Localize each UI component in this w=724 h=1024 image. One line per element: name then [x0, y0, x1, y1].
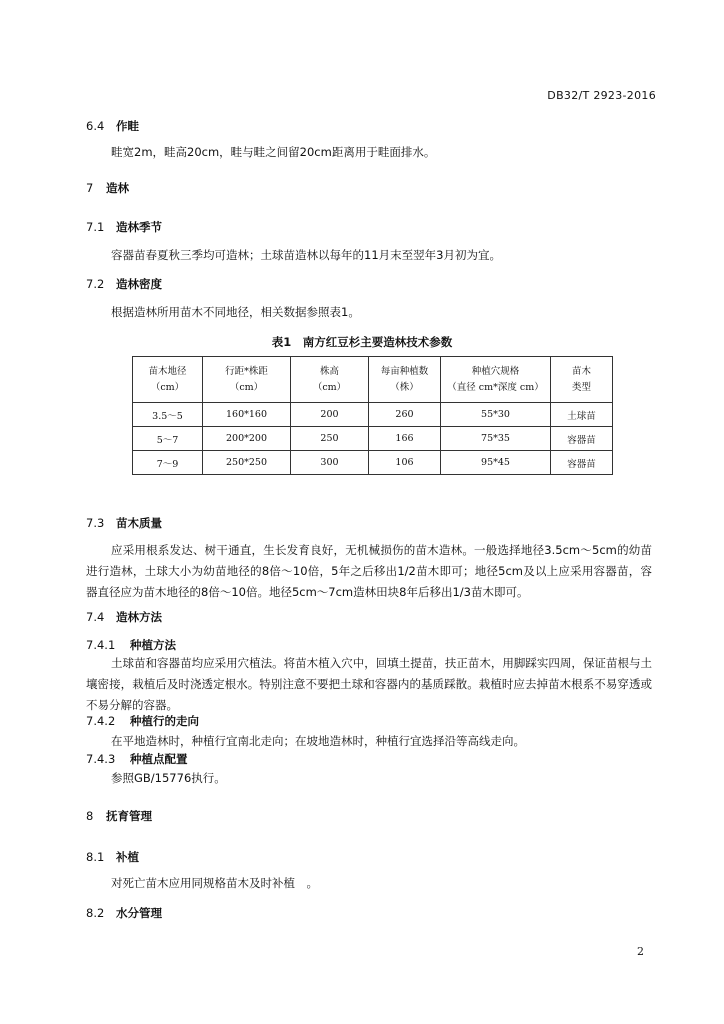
table-header-cell: 苗木 类型	[551, 357, 613, 403]
section-number: 8.1	[86, 850, 105, 864]
table-cell: 250*250	[203, 451, 291, 475]
table-cell: 300	[291, 451, 369, 475]
table-cell: 200	[291, 403, 369, 427]
section-number: 7	[86, 181, 94, 195]
table-cell: 166	[369, 427, 441, 451]
section-7-3-body: 应采用根系发达、树干通直，生长发育良好，无机械损伤的苗木造林。一般选择地径3.5cm～5cm的幼苗进行造林，土球大小为幼苗地径的8倍～10倍，5年之后移出1/2苗木即可；地径5cm及以上应采用容器苗，容器直径应为苗木地径的8倍～10倍。地径5cm～7cm造林田块8年后移出1/3苗木即可。	[86, 543, 652, 599]
table-cell: 7～9	[133, 451, 203, 475]
section-6-4-heading	[86, 118, 139, 134]
section-7-2-body: 根据造林所用苗木不同地径，相关数据参照表1。	[111, 305, 360, 319]
section-title: 种植方法	[130, 638, 176, 652]
section-number: 7.4.3	[86, 752, 116, 766]
section-number: 7.4.2	[86, 714, 116, 728]
table-row	[133, 451, 613, 475]
section-title: 苗木质量	[116, 516, 162, 530]
section-7-3-heading	[86, 515, 162, 531]
table-row	[133, 427, 613, 451]
table-cell: 55*30	[441, 403, 551, 427]
section-title: 抚育管理	[106, 809, 152, 823]
section-7-4-1-heading	[86, 637, 176, 653]
table-cell: 5～7	[133, 427, 203, 451]
section-number: 7.4.1	[86, 638, 116, 652]
section-title: 造林	[106, 181, 129, 195]
section-7-2-heading	[86, 276, 162, 292]
section-7-4-3-heading	[86, 751, 188, 767]
page-number: 2	[637, 945, 644, 958]
table-cell: 106	[369, 451, 441, 475]
section-7-1-heading	[86, 219, 162, 235]
section-number: 7.2	[86, 277, 105, 291]
section-number: 7.1	[86, 220, 105, 234]
section-7-4-1-body: 土球苗和容器苗均应采用穴植法。将苗木植入穴中，回填土提苗，扶正苗木，用脚踩实四周，保证苗根与土壤密接，栽植后及时浇透定根水。特别注意不要把土球和容器内的基质踩散。栽植时应去掉苗木根系不易穿透或不易分解的容器。	[86, 656, 652, 712]
table-header-cell: 每亩种植数 （株）	[369, 357, 441, 403]
table-cell: 160*160	[203, 403, 291, 427]
section-number: 8	[86, 809, 94, 823]
section-title: 造林方法	[116, 610, 162, 624]
table-cell: 75*35	[441, 427, 551, 451]
section-7-4-heading	[86, 609, 162, 625]
table-cell: 3.5～5	[133, 403, 203, 427]
section-7-4-3-body: 参照GB/15776执行。	[111, 771, 226, 785]
section-title: 补植	[116, 850, 139, 864]
section-number: 7.3	[86, 516, 105, 530]
section-8-2-heading	[86, 905, 162, 921]
section-7-1-body: 容器苗春夏秋三季均可造林；土球苗造林以每年的11月末至翌年3月初为宜。	[111, 248, 501, 262]
section-number: 7.4	[86, 610, 105, 624]
section-title: 水分管理	[116, 906, 162, 920]
section-title: 作畦	[116, 119, 139, 133]
table-caption: 表1 南方红豆杉主要造林技术参数	[271, 335, 453, 349]
table-header-cell: 株高 （cm）	[291, 357, 369, 403]
table-header-row	[133, 357, 613, 403]
table-cell: 250	[291, 427, 369, 451]
table-cell: 容器苗	[551, 451, 613, 475]
section-title: 造林密度	[116, 277, 162, 291]
section-number: 6.4	[86, 119, 105, 133]
table-header-cell: 行距*株距 （cm）	[203, 357, 291, 403]
table-header-cell: 种植穴规格 （直径 cm*深度 cm）	[441, 357, 551, 403]
table-cell: 容器苗	[551, 427, 613, 451]
table-cell: 260	[369, 403, 441, 427]
document-id: DB32/T 2923-2016	[547, 89, 656, 102]
table-cell: 200*200	[203, 427, 291, 451]
section-number: 8.2	[86, 906, 105, 920]
section-title: 种植行的走向	[130, 714, 199, 728]
planting-parameters-table	[132, 356, 613, 475]
section-8-1-body: 对死亡苗木应用同规格苗木及时补植 。	[111, 876, 318, 890]
table-header-cell: 苗木地径 （cm）	[133, 357, 203, 403]
section-8-heading	[86, 808, 152, 824]
table-cell: 土球苗	[551, 403, 613, 427]
section-7-4-2-body: 在平地造林时，种植行宜南北走向；在坡地造林时，种植行宜选择沿等高线走向。	[111, 734, 525, 748]
table-cell: 95*45	[441, 451, 551, 475]
section-7-4-2-heading	[86, 713, 199, 729]
section-title: 造林季节	[116, 220, 162, 234]
section-8-1-heading	[86, 849, 139, 865]
table-row	[133, 403, 613, 427]
section-6-4-body: 畦宽2m，畦高20cm，畦与畦之间留20cm距离用于畦面排水。	[111, 145, 436, 159]
section-7-heading	[86, 180, 129, 196]
section-title: 种植点配置	[130, 752, 188, 766]
